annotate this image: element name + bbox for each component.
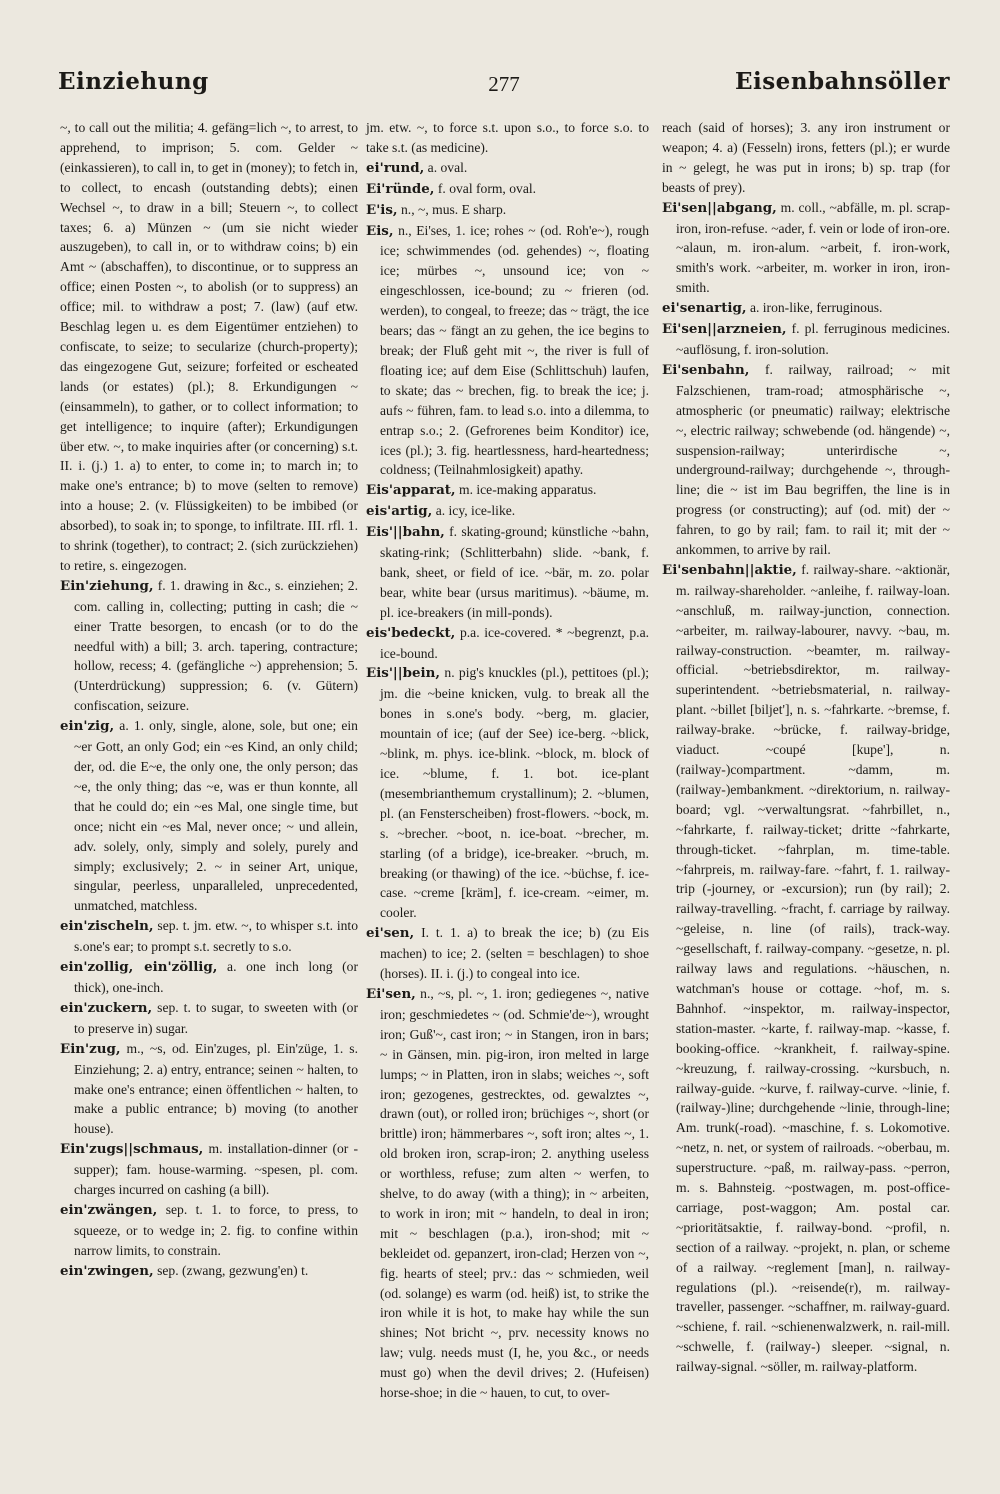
dictionary-entry bbox=[366, 179, 649, 200]
entry-definition: f. skating-ground; künstliche ~bahn, skating-rink; (Schlitterbahn) slide. ~bank, f. bank, sheet, or field of ice. ~bär, m. zo. polar bear, white bear (ursus maritimus). ~bäume, m. pl. ice-breakers (in mill-ponds). bbox=[380, 524, 649, 620]
entry-definition: m., ~s, od. Ein'zuges, pl. Ein'züge, 1. s. Einziehung; 2. a) entry, entrance; seinen ~ halten, to make one's entrance; einen öffentlichen ~ halten, to make a public entrance; b) moving (to another house). bbox=[74, 1040, 358, 1137]
entry-definition: m. ice-making apparatus. bbox=[459, 482, 597, 498]
entry-headword: ein'zwingen, bbox=[60, 1262, 154, 1279]
dictionary-entry bbox=[366, 501, 649, 522]
entry-headword: Eis'||bahn, bbox=[366, 524, 445, 541]
page-number: 277 bbox=[488, 72, 520, 96]
entry-definition: I. t. 1. a) to break the ice; b) (zu Eis machen) to ice; 2. (selten = beschlagen) to shoe (horses). II. i. (j.) to congeal into ice. bbox=[380, 925, 649, 982]
entry-headword: ei'sen, bbox=[366, 925, 415, 942]
entry-definition: f. pl. ferruginous medicines. ~auflösung, f. iron-solution. bbox=[676, 321, 950, 357]
dictionary-entry bbox=[60, 1139, 358, 1200]
entry-headword: Ei'ründe, bbox=[366, 180, 435, 197]
entry-definition: n., ~, mus. E sharp. bbox=[401, 201, 507, 217]
dictionary-entry bbox=[60, 118, 358, 576]
entry-definition: jm. etw. ~, to force s.t. upon s.o., to force s.o. to take s.t. (as medicine). bbox=[366, 120, 649, 155]
dictionary-entry bbox=[60, 1039, 358, 1140]
dictionary-entry bbox=[662, 560, 950, 1377]
entry-definition: ~, to call out the militia; 4. gefäng=lich ~, to arrest, to apprehend, to imprison; 5. com. Gelder ~ (einkassieren), to call in, to get in (money); to fetch in, to collect, to encash (outstanding debts); einen Wechsel ~, to draw in a bill; Steuern ~, to collect taxes; 6. a) Münzen ~ (um sie nicht wieder auszugeben), to call in, or to withdraw coins; b) ein Amt ~ (abschaffen), to discontinue, or to suppress an office; einen Posten ~, to abolish (or to suppress) an office; mil. to withdraw a post; 7. (law) (auf etw. Beschlag legen u. es dem Eigentümer entziehen) to confiscate, to seize; to secularize (church-property); das eingezogene Gut, seizure; forfeited or escheated lands (or estates) (pl.); 8. Erkundigungen ~ (einsammeln), to gather, or to collect information; to get intelligence; to inquire (after); Erkundigungen über etw. ~, to make inquiries after (or concerning) s.t. II. i. (j.) 1. a) to enter, to come in; to march in; to make one's entrance; b) to move (selten to remove) into a house; 2. (v. Flüssigkeiten) to be imbibed (or absorbed), to soak in; to sponge, to infiltrate. III. rfl. 1. to shrink (together), to contract; 2. (sich zurückziehen) to retire, s. eingezogen. bbox=[60, 120, 358, 573]
entry-definition: a. 1. only, single, alone, sole, but one; ein ~er Gott, an only God; ein ~es Kind, an only child; der, od. die E~e, the only one, the only person; das ~e, the only thing; das ~e, was er thun konnte, all that he could do; ein ~es Mal, one single time, but once; nicht ein ~es Mal, never once; ~ und allein, adv. solely, only, simply and solely, purely and simply; exclusively; 2. ~ in seiner Art, unique, singular, peerless, unparalleled, unprecedented, unmatched, matchless. bbox=[74, 718, 358, 914]
dictionary-entry bbox=[662, 118, 950, 198]
entry-definition: m. installation-dinner (or -supper); fam. house-warming. ~spesen, pl. com. charges incurred on cashing (a bill). bbox=[74, 1141, 358, 1198]
dictionary-entry bbox=[662, 198, 950, 299]
entry-headword: ei'senartig, bbox=[662, 300, 747, 317]
entry-headword: Eis'apparat, bbox=[366, 482, 456, 499]
header-right-guideword: Eisenbahnsöller bbox=[734, 68, 950, 95]
entry-headword: ein'zuckern, bbox=[60, 999, 153, 1016]
entry-definition: f. railway, railroad; ~ mit Falzschienen, tram-road; atmosphärische ~, atmospheric (or pneumatic) railway; elektrische ~, electric railway; schwebende (od. hängende) ~, suspension-railway; unterirdische ~, underground-railway; durchgehende ~, through-line; die ~ ist im Bau begriffen, the line is in progress (or constructing); auf (od. mit) der ~ fahren, to go by rail; fam. to rail it; mit der ~ ankommen, to arrive by rail. bbox=[676, 361, 950, 558]
entry-headword: Ei'senbahn, bbox=[662, 361, 750, 378]
entry-headword: Ei'sen||arzneien, bbox=[662, 321, 787, 338]
dictionary-entry bbox=[366, 984, 649, 1403]
entry-headword: E'is, bbox=[366, 201, 398, 218]
entry-headword: Ei'sen||abgang, bbox=[662, 199, 777, 216]
entry-headword: ei'rund, bbox=[366, 159, 425, 176]
header-left-guideword: Einziehung bbox=[58, 68, 209, 95]
dictionary-entry bbox=[366, 623, 649, 664]
entry-definition: n. pig's knuckles (pl.), pettitoes (pl.); jm. die ~beine knicken, vulg. to break all the bones in s.one's body. ~berg, m. glacier, mountain of ice; (auf der See) ice-berg. ~blick, ~blink, m. phys. ice-blink. ~block, m. block of ice. ~blume, f. 1. bot. ice-plant (mesembrianthemum crystallinum); 2. ~blumen, pl. (an Fensterscheiben) frost-flowers. ~bock, m. s. ~brecher. ~boot, n. ice-boat. ~brecher, m. starling (of a bridge), ice-breaker. ~bruch, m. breaking (or thawing) of the ice. ~büchse, f. ice-case. ~creme [kräm], f. ice-cream. ~eimer, m. cooler. bbox=[380, 665, 649, 921]
entry-headword: eis'artig, bbox=[366, 503, 433, 520]
column-2 bbox=[366, 118, 649, 1403]
entry-definition: f. railway-share. ~aktionär, m. railway-shareholder. ~anleihe, f. railway-loan. ~anschluß, m. railway-junction, connection. ~arbeiter, m. railway-labourer, navvy. ~bau, m. railway-construction. ~beamter, m. railway-official. ~betriebsdirektor, m. railway-superintendent. ~betriebsmaterial, n. railway-plant. ~billet [biljet'], n. s. ~fahrkarte. ~bremse, f. railway-brake. ~brücke, f. railway-bridge, viaduct. ~coupé [kupe'], n. (railway-)compartment. ~damm, m. (railway-)embankment. ~direktorium, n. railway-board; vgl. ~verwaltungsrat. ~fahrbillet, n., ~fahrkarte, f. railway-ticket; dritte ~fahrkarte, through-ticket. ~fahrplan, m. time-table. ~fahrpreis, m. railway-fare. ~fahrt, f. 1. railway-trip (-journey, or -excursion); run (by rail); 2. railway-travelling. ~fracht, f. carriage by railway. ~geleise, n. line (of rails), track-way. ~gesellschaft, f. railway-company. ~gesetze, n. pl. railway laws and regulations. ~häuschen, n. watchman's house or cottage. ~hof, m. s. Bahnhof. ~inspektor, m. railway-inspector, station-master. ~karte, f. railway-map. ~kasse, f. booking-office. ~krankheit, f. railway-spine. ~kreuzung, f. railway-crossing. ~kursbuch, n. railway-guide. ~kurve, f. railway-curve. ~linie, f. (railway-)line; durchgehende ~linie, through-line; Am. trunk(-road). ~maschine, f. s. Lokomotive. ~netz, n. net, or system of railroads. ~oberbau, m. superstructure. ~paß, m. railway-pass. ~perron, m. s. Bahnsteig. ~postwagen, m. post-office-carriage, post-waggon; Am. postal car. ~prioritätsaktie, f. railway-bond. ~profil, n. section of a railway. ~projekt, n. plan, or scheme of a railway. ~reglement [man], n. railway-regulations (pl.). ~reisende(r), m. railway-traveller, passenger. ~schaffner, m. railway-guard. ~schiene, f. rail. ~schienenwalzwerk, n. rail-mill. ~schwelle, f. (railway-) sleeper. ~signal, n. railway-signal. ~söller, m. railway-platform. bbox=[676, 561, 950, 1375]
dictionary-entry bbox=[366, 118, 649, 158]
dictionary-entry bbox=[60, 957, 358, 998]
entry-definition: m. coll., ~abfälle, m. pl. scrap-iron, iron-refuse. ~ader, f. vein or lode of iron-ore. ~alaun, m. iron-alum. ~arbeit, f. iron-work, smith's work. ~arbeiter, m. worker in iron, iron-smith. bbox=[676, 199, 951, 296]
dictionary-entry bbox=[662, 298, 950, 319]
entry-definition: a. iron-like, ferruginous. bbox=[749, 300, 883, 316]
dictionary-entry bbox=[60, 576, 358, 716]
column-1 bbox=[60, 118, 358, 1282]
dictionary-entry bbox=[366, 200, 649, 221]
entry-definition: reach (said of horses); 3. any iron instrument or weapon; 4. a) (Fesseln) irons, fetters (pl.); er wurde in ~ gelegt, he was put in irons; b) sp. trap (for beasts of prey). bbox=[662, 120, 950, 195]
entry-headword: Ein'ziehung, bbox=[60, 577, 154, 594]
column-3 bbox=[662, 118, 950, 1377]
entry-headword: Eis, bbox=[366, 222, 394, 239]
entry-definition: n., ~s, pl. ~, 1. iron; gediegenes ~, native iron; geschmiedetes ~ (od. Schmie'de~), wrought iron; Guß'~, cast iron; ~ in Stangen, iron in bars; ~ in Gänsen, min. pig-iron, iron melted in large lumps; ~ in Platten, iron in slabs; weiches ~, soft iron; gezogenes, gestrecktes, od. gewalztes ~, drawn (out), or rolled iron; brüchiges ~, short (or brittle) iron; hämmerbares ~, soft iron; altes ~, 1. old broken iron, scrap-iron; 2. anything useless or worthless, refuse; zum alten ~ werfen, to shelve, to do away (with a thing); in ~ arbeiten, to work in iron; mit ~ handeln, to deal in iron; mit ~ beschlagen (p.a.), iron-shod; mit ~ bekleidet od. gepanzert, iron-clad; Herzen von ~, fig. hearts of steel; prv.: das ~ schmieden, weil (od. solange) es warm (od. heiß) ist, to strike the iron while it is hot, to make hay while the sun shines; Not bricht ~, prv. necessity knows no law; vulg. needs must (I, he, you &c., or needs must go) when the devil drives; 2. (Hufeisen) horse-shoe; in die ~ hauen, to cut, to over- bbox=[380, 985, 650, 1401]
dictionary-entry bbox=[366, 923, 649, 984]
entry-headword: Ei'senbahn||aktie, bbox=[662, 561, 797, 578]
entry-headword: Eis'||bein, bbox=[366, 665, 441, 682]
entry-headword: ein'zig, bbox=[60, 718, 115, 735]
entry-headword: ein'zischeln, bbox=[60, 918, 154, 935]
entry-definition: sep. (zwang, gezwung'en) t. bbox=[157, 1262, 309, 1278]
entry-headword: ein'zwängen, bbox=[60, 1201, 158, 1218]
dictionary-entry bbox=[60, 716, 358, 916]
dictionary-entry bbox=[662, 319, 950, 360]
entry-definition: f. 1. drawing in &c., s. einziehen; 2. com. calling in, collecting; putting in cash; die ~ einer Tratte besorgen, to encash (or to do the needful with) a bill; 3. arch. tapering, contracture; hollow, recess; 4. (gefängliche ~) apprehension; 5. (Unterdrückung) suppression; 6. (v. Gütern) confiscation, seizure. bbox=[74, 577, 359, 714]
dictionary-entry bbox=[60, 998, 358, 1039]
entry-definition: sep. t. 1. to force, to press, to squeeze, or to wedge in; 2. fig. to confine within narrow limits, to constrain. bbox=[74, 1201, 358, 1258]
entry-headword: Ein'zug, bbox=[60, 1040, 121, 1057]
entry-definition: a. one inch long (or thick), one-inch. bbox=[74, 959, 359, 995]
dictionary-entry bbox=[60, 916, 358, 957]
entry-definition: a. icy, ice-like. bbox=[435, 503, 516, 519]
entry-headword: Ei'sen, bbox=[366, 985, 416, 1002]
entry-headword: ein'zollig, ein'zöllig, bbox=[60, 959, 218, 976]
dictionary-entry bbox=[662, 360, 950, 560]
dictionary-entry bbox=[366, 522, 649, 623]
entry-definition: sep. t. to sugar, to sweeten with (or to preserve in) sugar. bbox=[74, 999, 358, 1036]
dictionary-entry bbox=[60, 1261, 358, 1282]
entry-definition: sep. t. jm. etw. ~, to whisper s.t. into s.one's ear; to prompt s.t. secretly to s.o. bbox=[74, 918, 358, 955]
entry-definition: p.a. ice-covered. * ~begrenzt, p.a. ice-bound. bbox=[380, 624, 649, 661]
entry-headword: eis'bedeckt, bbox=[366, 624, 456, 641]
dictionary-entry bbox=[366, 158, 649, 179]
entry-headword: Ein'zugs||schmaus, bbox=[60, 1141, 204, 1158]
dictionary-entry bbox=[60, 1200, 358, 1261]
entry-definition: a. oval. bbox=[427, 159, 468, 175]
entry-definition: n., Ei'ses, 1. ice; rohes ~ (od. Roh'e~), rough ice; schwimmendes (od. gehendes) ~, floating ice; mürbes ~, unsound ice; von ~ eingeschlossen, ice-bound; zu ~ frieren (od. werden), to congeal, to freeze; das ~ trägt, the ice bears; das ~ fängt an zu gehen, the ice begins to break; der Fluß geht mit ~, the river is full of floating ice; auf dem Eise (Schlittschuh) laufen, to skate; das ~ brechen, fig. to break the ice; j. aufs ~ führen, fam. to lead s.o. into a dilemma, to entrap s.o.; 2. (Gefrorenes beim Konditor) ice, ices (pl.); 3. fig. heartlessness, hard-heartedness; coldness; (Teilnahmlosigkeit) apathy. bbox=[380, 222, 649, 478]
dictionary-entry bbox=[366, 221, 649, 481]
dictionary-entry bbox=[366, 480, 649, 501]
page-header bbox=[58, 62, 950, 102]
entry-definition: f. oval form, oval. bbox=[437, 180, 537, 196]
dictionary-entry bbox=[366, 663, 649, 923]
